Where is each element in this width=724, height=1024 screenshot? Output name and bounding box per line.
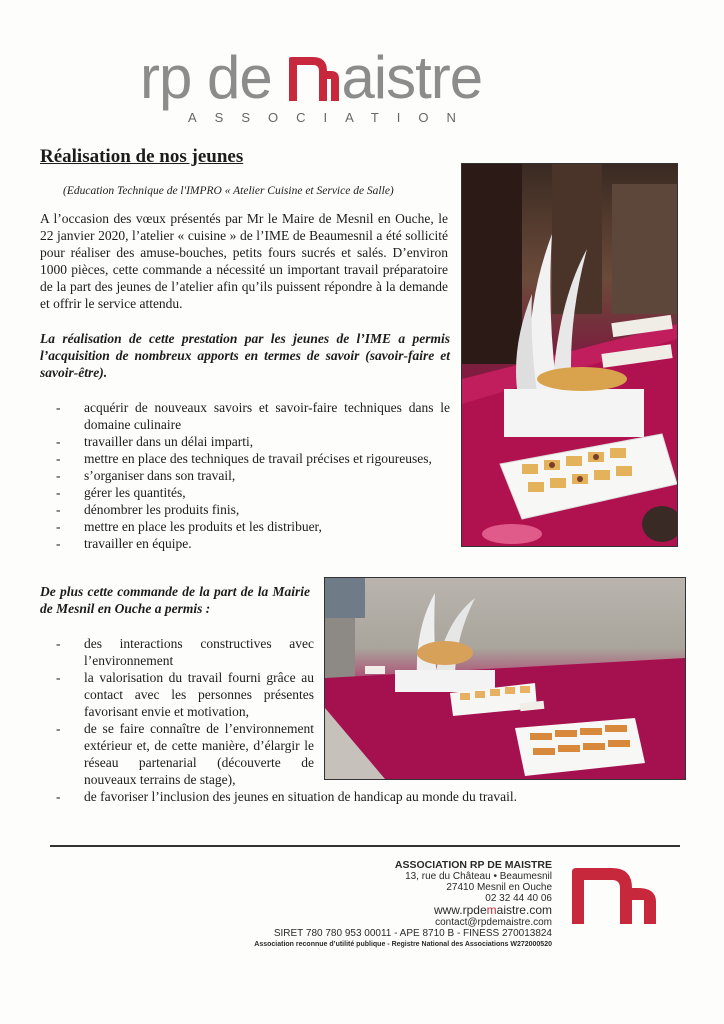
footer-siret: SIRET 780 780 953 00011 - APE 8710 B - FINESS 270013824 — [273, 928, 552, 939]
buffet-photo-2-image — [325, 578, 685, 779]
list-item: - dénombrer les produits finis, — [62, 501, 450, 518]
section1-heading: La réalisation de cette prestation par les jeunes de l’IME a permis l’acquisition de nombreux apports en termes de savoir (savoir-faire et savoir-être). — [40, 331, 450, 380]
page-title: Réalisation de nos jeunes — [40, 146, 244, 167]
website-part-3: aistre.com — [496, 903, 552, 917]
list-item: - travailler dans un délai imparti, — [62, 433, 450, 450]
list-item: - de favoriser l’inclusion des jeunes en situation de handicap au monde du travail. — [62, 788, 564, 805]
footer-website[interactable] — [230, 904, 552, 917]
footer-address-line-1: 13, rue du Château • Beaumesnil — [405, 871, 552, 882]
list-item: - acquérir de nouveaux savoirs et savoir-faire techniques dans le domaine culinaire — [62, 399, 450, 433]
footer-org: ASSOCIATION RP DE MAISTRE — [394, 859, 552, 871]
header-logo — [140, 44, 560, 128]
footer-phone: 02 32 44 40 06 — [485, 893, 552, 904]
buffet-photo-1 — [461, 163, 678, 547]
logo-text-left: rp de — [140, 44, 288, 111]
list-item: - mettre en place les produits et les distribuer, — [62, 518, 450, 535]
list-item: - travailler en équipe. — [62, 535, 450, 552]
list-item: - des interactions constructives avec l’environnement — [62, 635, 314, 669]
intro-paragraph: A l’occasion des vœux présentés par Mr le Maire de Mesnil en Ouche, le 22 janvier 2020, l’atelier « cuisine » de l’IME de Beaumesnil a été sollicité pour réaliser des amuse-bouches, petits fours sucrés et salés. D’environ 1000 pièces, cette commande a nécessité un important travail préparatoire de la part des jeunes de l’atelier afin qu’ils puissent répondre à la demande et offrir le service attendu. — [40, 211, 448, 311]
list-item: - la valorisation du travail fourni grâce au contact avec les personnes présentes favorisant envie et motivation, — [62, 669, 314, 720]
buffet-photo-2 — [324, 577, 686, 780]
website-part-2: m — [486, 903, 497, 917]
section2-list — [62, 635, 517, 805]
footer-address-line-2: 27410 Mesnil en Ouche — [446, 882, 552, 893]
list-item: - s’organiser dans son travail, — [62, 467, 450, 484]
logo-m-icon — [289, 57, 339, 101]
page-subtitle: (Education Technique de l'IMPRO « Atelier Cuisine et Service de Salle) — [63, 185, 394, 197]
footer-divider — [50, 845, 680, 847]
logo-text-right: aistre — [341, 44, 483, 111]
section2-heading: De plus cette commande de la part de la Mairie de Mesnil en Ouche a permis : — [40, 584, 310, 616]
list-item: - de se faire connaître de l’environnement extérieur et, de cette manière, d’élargir le réseau partenarial (découverte de nouveaux terrains de stage), — [62, 720, 314, 788]
section1-list — [62, 399, 450, 552]
website-part-1: www.rpde — [433, 903, 487, 917]
logo-subtitle: ASSOCIATION — [188, 110, 474, 125]
footer-email[interactable]: contact@rpdemaistre.com — [435, 917, 552, 928]
buffet-photo-1-image — [462, 164, 677, 546]
footer-m-logo-icon — [572, 868, 656, 924]
list-item: - gérer les quantités, — [62, 484, 450, 501]
footer-contact — [230, 860, 552, 950]
footer-recognition: Association reconnue d’utilité publique - Registre National des Associations W272000520 — [254, 941, 552, 948]
list-item: - mettre en place des techniques de travail précises et rigoureuses, — [62, 450, 450, 467]
